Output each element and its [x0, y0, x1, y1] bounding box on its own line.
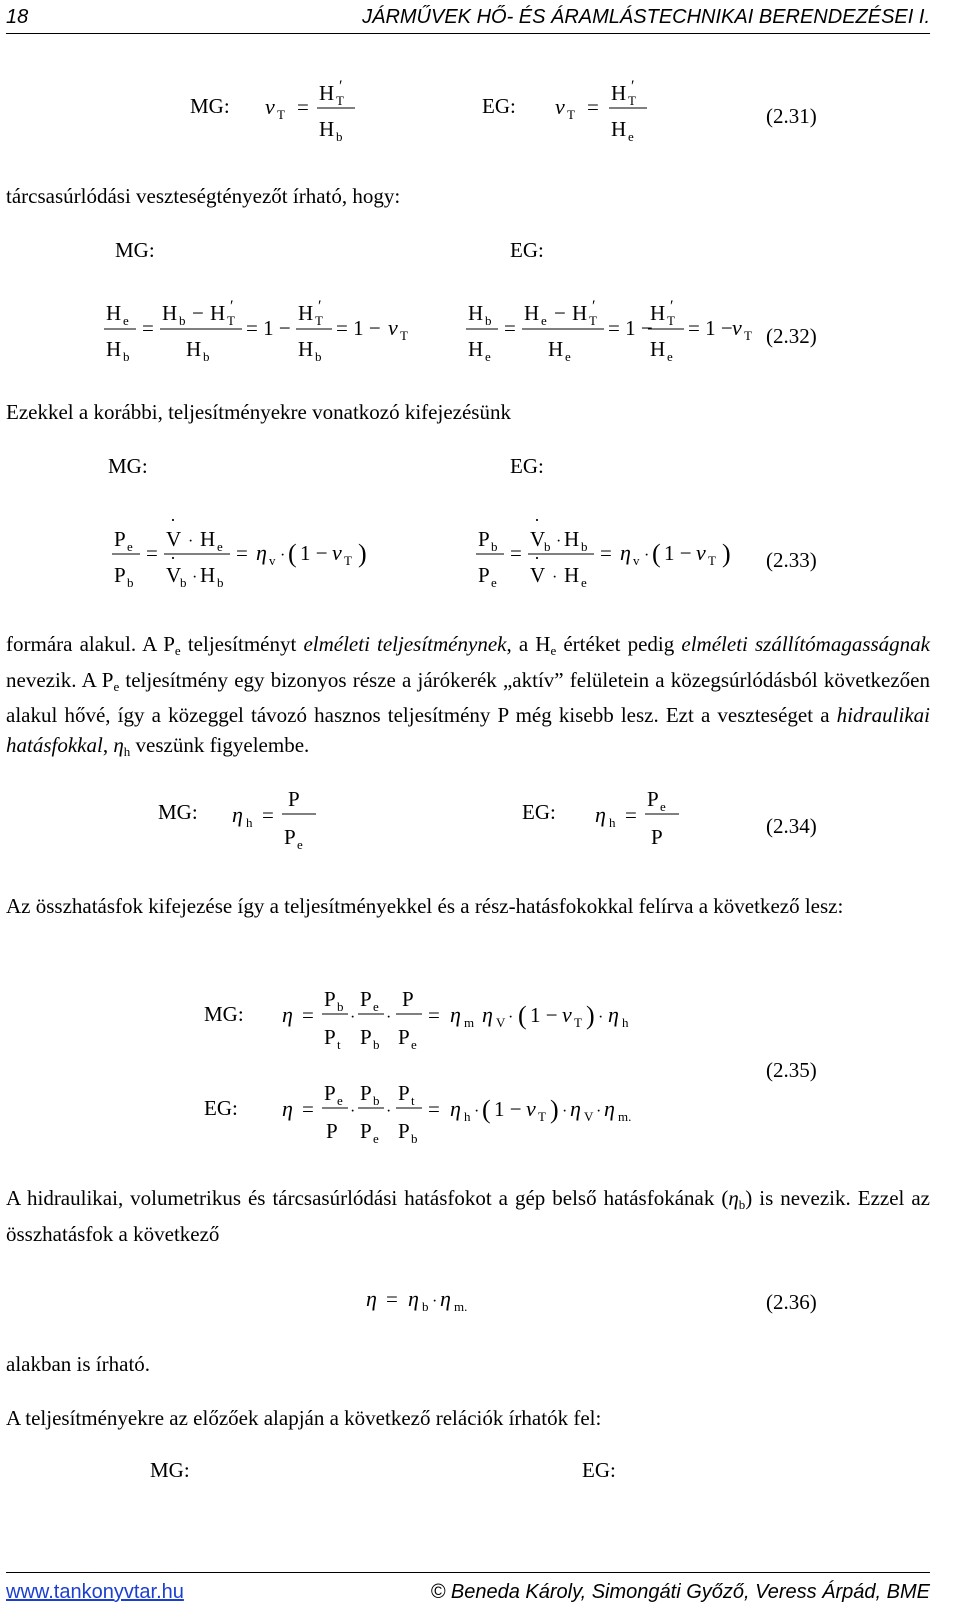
svg-text:η: η — [595, 802, 606, 827]
svg-text:=: = — [236, 541, 248, 565]
svg-text:H: H — [210, 301, 226, 325]
svg-text:H: H — [106, 337, 122, 361]
relations-mg-label: MG: — [150, 1458, 190, 1482]
eq-number: (2.31) — [766, 104, 817, 128]
svg-text:η: η — [256, 540, 267, 565]
svg-text:=: = — [587, 95, 599, 119]
paragraph: Az összhatásfok kifejezése így a teljesítményekkel és a rész-hatásfokokkal felírva a következő lesz: — [6, 894, 844, 918]
svg-text:T: T — [667, 313, 675, 328]
svg-text:η: η — [366, 1286, 377, 1311]
svg-text:H: H — [319, 81, 335, 105]
svg-text:P: P — [651, 825, 663, 849]
eq-2-35-eg-formula — [278, 1076, 658, 1148]
svg-text:P: P — [324, 1081, 336, 1105]
svg-text:P: P — [478, 527, 490, 551]
svg-text:b: b — [485, 313, 492, 328]
svg-text:T: T — [567, 107, 575, 122]
eq-2-32-eg-label: EG: — [510, 238, 544, 262]
svg-text:T: T — [315, 313, 323, 328]
eq-2-31-mg-label: MG: — [190, 94, 230, 118]
svg-text:P: P — [324, 1025, 336, 1049]
svg-text:H: H — [106, 301, 122, 325]
svg-text:·: · — [386, 1009, 392, 1026]
svg-text:b: b — [315, 349, 322, 364]
svg-text:P: P — [360, 1025, 372, 1049]
svg-text:v: v — [269, 553, 276, 568]
eq-2-32-mg-label: MG: — [115, 238, 155, 262]
svg-text:e: e — [485, 349, 491, 364]
svg-text:= 1 −: = 1 − — [688, 316, 733, 340]
svg-text:′: ′ — [592, 298, 596, 315]
svg-text:H: H — [298, 337, 314, 361]
svg-text:): ) — [586, 1001, 595, 1030]
eq-2-33-mg-label: MG: — [108, 454, 148, 478]
svg-text:P: P — [360, 987, 372, 1011]
svg-text:η: η — [450, 1002, 461, 1027]
svg-text:ν: ν — [332, 540, 342, 565]
svg-text:H: H — [611, 81, 627, 105]
svg-text:T: T — [628, 93, 636, 108]
svg-text:V: V — [166, 563, 182, 587]
svg-text:m: m — [464, 1015, 475, 1030]
svg-text:·: · — [170, 512, 176, 530]
svg-text:H: H — [298, 301, 314, 325]
svg-text:=: = — [302, 1003, 314, 1027]
svg-text:H: H — [162, 301, 178, 325]
svg-text:e: e — [541, 313, 547, 328]
svg-text:P: P — [360, 1119, 372, 1143]
paragraph: alakban is írható. — [6, 1352, 151, 1376]
svg-text:·: · — [556, 533, 562, 550]
svg-text:·: · — [280, 547, 286, 564]
svg-text:b: b — [179, 313, 186, 328]
svg-text:T: T — [589, 313, 597, 328]
svg-text:T: T — [574, 1015, 582, 1030]
svg-text:e: e — [337, 1093, 343, 1108]
svg-text:H: H — [200, 527, 216, 551]
eq-2-33-eg-label: EG: — [510, 454, 544, 478]
svg-text:=: = — [428, 1003, 440, 1027]
svg-text:ν: ν — [388, 315, 398, 340]
eq-2-33-eg-formula — [472, 512, 762, 594]
eq-2-34-eg-label: EG: — [522, 800, 556, 824]
svg-text:b: b — [336, 129, 343, 144]
svg-text:h: h — [609, 815, 616, 830]
svg-text:P: P — [478, 563, 490, 587]
svg-text:(: ( — [652, 539, 661, 568]
svg-text:=: = — [600, 541, 612, 565]
footer-copyright: © Beneda Károly, Simongáti Győző, Veress Árpád, BME — [430, 1581, 930, 1603]
svg-text:P: P — [114, 563, 126, 587]
relations-eg-label: EG: — [582, 1458, 616, 1482]
eq-2-35-mg-label: MG: — [204, 1002, 244, 1026]
svg-text:′: ′ — [631, 78, 635, 95]
svg-text:T: T — [708, 553, 716, 568]
svg-text:·: · — [170, 548, 176, 568]
svg-text:P: P — [398, 1081, 410, 1105]
svg-text:−: − — [554, 301, 566, 325]
svg-text:e: e — [217, 539, 223, 554]
svg-text:ν: ν — [265, 94, 275, 119]
svg-text:): ) — [550, 1095, 559, 1124]
eq-2-36-formula — [360, 1278, 520, 1318]
svg-text:η: η — [408, 1286, 419, 1311]
svg-text:·: · — [350, 1009, 356, 1026]
svg-text:(: ( — [288, 539, 297, 568]
footer-link[interactable]: www.tankonyvtar.hu — [6, 1581, 184, 1603]
svg-text:·: · — [508, 1009, 514, 1026]
svg-text:T: T — [344, 553, 352, 568]
paragraph: Ezekkel a korábbi, teljesítményekre vonatkozó kifejezésünk — [6, 400, 511, 424]
eq-number: (2.35) — [766, 1058, 817, 1082]
header-title: JÁRMŰVEK HŐ- ÉS ÁRAMLÁSTECHNIKAI BERENDEZÉSEI I. — [362, 6, 930, 28]
paragraph: A teljesítményekre az előzőek alapján a következő relációk írhatók fel: — [6, 1406, 602, 1430]
svg-text:V: V — [530, 563, 546, 587]
svg-text:=: = — [625, 803, 637, 827]
svg-text:h: h — [622, 1015, 629, 1030]
svg-text:e: e — [297, 837, 303, 852]
svg-text:T: T — [744, 328, 752, 343]
svg-text:b: b — [373, 1037, 380, 1052]
svg-text:·: · — [644, 547, 650, 564]
svg-text:): ) — [358, 539, 367, 568]
svg-text:·: · — [350, 1103, 356, 1120]
svg-text:t: t — [337, 1037, 341, 1052]
eq-2-34-eg-formula — [585, 782, 705, 854]
page-number: 18 — [6, 6, 29, 28]
footer-rule — [6, 1572, 930, 1573]
svg-text:(: ( — [482, 1095, 491, 1124]
svg-text:η: η — [620, 540, 631, 565]
svg-text:V: V — [530, 527, 546, 551]
svg-text:H: H — [611, 117, 627, 141]
svg-text:P: P — [284, 825, 296, 849]
paragraph-theoretical-power: formára alakul. A $P_e$ teljesítményt elméleti teljesítménynek, a $H_e$ értéket pedig elméleti szállítómagasságnak nevezik. A $P_e$ teljesítmény egy bizonyos része a járókerék „aktív” felületein a közegsúrlódásból következően alakul hővé, így a közeggel távozó hasznos teljesítmény P még kisebb lesz. Ezt a veszteséget a hidraulikai hatásfokkal, $\eta_h$ veszünk figyelembe. — [6, 632, 931, 759]
svg-text:b: b — [217, 575, 224, 590]
svg-text:·: · — [188, 533, 194, 550]
svg-text:T: T — [538, 1109, 546, 1124]
svg-text:b: b — [581, 539, 588, 554]
svg-text:m.: m. — [454, 1299, 468, 1314]
svg-text:·: · — [386, 1103, 392, 1120]
svg-text:b: b — [373, 1093, 380, 1108]
svg-text:′: ′ — [339, 78, 343, 95]
svg-text:−: − — [192, 301, 204, 325]
svg-text:=: = — [142, 316, 154, 340]
svg-text:P: P — [398, 1119, 410, 1143]
svg-text:H: H — [468, 301, 484, 325]
svg-text:=: = — [297, 95, 309, 119]
eq-number: (2.34) — [766, 814, 817, 838]
svg-text:m.: m. — [618, 1109, 632, 1124]
svg-text:=: = — [504, 316, 516, 340]
eq-2-32-mg-formula — [100, 296, 420, 366]
svg-text:V: V — [584, 1109, 594, 1124]
svg-text:b: b — [123, 349, 130, 364]
svg-text:e: e — [373, 999, 379, 1014]
svg-text:e: e — [581, 575, 587, 590]
svg-text:): ) — [722, 539, 731, 568]
svg-text:e: e — [667, 349, 673, 364]
svg-text:1 −: 1 − — [300, 541, 328, 565]
svg-text:1 −: 1 − — [530, 1003, 558, 1027]
svg-text:H: H — [650, 301, 666, 325]
svg-text:η: η — [282, 1002, 293, 1027]
svg-text:η: η — [282, 1096, 293, 1121]
svg-text:H: H — [572, 301, 588, 325]
svg-text:t: t — [411, 1093, 415, 1108]
svg-text:·: · — [534, 548, 540, 568]
eq-2-35-mg-formula — [278, 982, 658, 1054]
svg-text:b: b — [180, 575, 187, 590]
svg-text:P: P — [288, 787, 300, 811]
svg-text:·: · — [552, 569, 558, 586]
svg-text:·: · — [598, 1009, 604, 1026]
svg-text:P: P — [114, 527, 126, 551]
svg-text:e: e — [123, 313, 129, 328]
svg-text:b: b — [203, 349, 210, 364]
svg-text:P: P — [324, 987, 336, 1011]
svg-text:b: b — [337, 999, 344, 1014]
svg-text:T: T — [400, 328, 408, 343]
svg-text:ν: ν — [526, 1096, 536, 1121]
svg-text:·: · — [432, 1293, 438, 1310]
svg-text:e: e — [565, 349, 571, 364]
svg-text:e: e — [373, 1131, 379, 1146]
svg-text:V: V — [166, 527, 182, 551]
svg-text:′: ′ — [670, 298, 674, 315]
svg-text:η: η — [570, 1096, 581, 1121]
svg-text:η: η — [604, 1096, 615, 1121]
svg-text:·: · — [562, 1103, 568, 1120]
eq-number: (2.36) — [766, 1290, 817, 1314]
header-rule — [6, 33, 930, 34]
svg-text:η: η — [232, 802, 243, 827]
eq-2-32-eg-formula — [462, 296, 762, 366]
svg-text:·: · — [596, 1103, 602, 1120]
svg-text:e: e — [127, 539, 133, 554]
svg-text:ν: ν — [555, 94, 565, 119]
svg-text:b: b — [544, 539, 551, 554]
svg-text:(: ( — [518, 1001, 527, 1030]
svg-text:P: P — [402, 987, 414, 1011]
svg-text:e: e — [491, 575, 497, 590]
svg-text:′: ′ — [318, 298, 322, 315]
eq-2-34-mg-formula — [222, 782, 342, 854]
svg-text:η: η — [450, 1096, 461, 1121]
svg-text:b: b — [411, 1131, 418, 1146]
svg-text:1 −: 1 − — [494, 1097, 522, 1121]
svg-text:P: P — [398, 1025, 410, 1049]
svg-text:=: = — [146, 541, 158, 565]
svg-text:h: h — [464, 1109, 471, 1124]
svg-text:b: b — [422, 1299, 429, 1314]
svg-text:=: = — [510, 541, 522, 565]
svg-text:ν: ν — [562, 1002, 572, 1027]
svg-text:= 1 −: = 1 − — [246, 316, 291, 340]
svg-text:h: h — [246, 815, 253, 830]
eq-number: (2.32) — [766, 324, 817, 348]
svg-text:=: = — [262, 803, 274, 827]
svg-text:P: P — [647, 787, 659, 811]
svg-text:T: T — [336, 93, 344, 108]
svg-text:H: H — [564, 563, 580, 587]
eq-2-33-mg-formula — [108, 512, 408, 594]
eq-number: (2.33) — [766, 548, 817, 572]
svg-text:e: e — [660, 799, 666, 814]
paragraph: tárcsasúrlódási veszteségtényezőt írható, hogy: — [6, 184, 401, 208]
svg-text:=: = — [386, 1287, 398, 1311]
svg-text:V: V — [496, 1015, 506, 1030]
svg-text:H: H — [468, 337, 484, 361]
eq-2-34-mg-label: MG: — [158, 800, 198, 824]
svg-text:= 1 −: = 1 − — [608, 316, 653, 340]
eq-2-31-eg-label: EG: — [482, 94, 516, 118]
eq-2-31-mg-formula — [255, 78, 375, 148]
svg-text:η: η — [482, 1002, 493, 1027]
svg-text:H: H — [319, 117, 335, 141]
eq-2-31-eg-formula — [545, 78, 665, 148]
svg-text:b: b — [491, 539, 498, 554]
svg-text:H: H — [524, 301, 540, 325]
svg-text:v: v — [633, 553, 640, 568]
svg-text:P: P — [360, 1081, 372, 1105]
svg-text:1 −: 1 − — [664, 541, 692, 565]
svg-text:′: ′ — [230, 298, 234, 315]
svg-text:H: H — [548, 337, 564, 361]
svg-text:e: e — [628, 129, 634, 144]
svg-text:H: H — [200, 563, 216, 587]
svg-text:b: b — [127, 575, 134, 590]
svg-text:H: H — [564, 527, 580, 551]
svg-text:T: T — [277, 107, 285, 122]
paragraph-internal-efficiency: A hidraulikai, volumetrikus és tárcsasúrlódási hatásfokot a gép belső hatásfokának $(\eta_b)$ is nevezik. Ezzel az összhatásfok a következő — [6, 1186, 930, 1246]
svg-text:=: = — [428, 1097, 440, 1121]
svg-text:H: H — [650, 337, 666, 361]
svg-text:ν: ν — [732, 315, 742, 340]
page-footer — [6, 1572, 930, 1604]
svg-text:=: = — [302, 1097, 314, 1121]
svg-text:T: T — [227, 313, 235, 328]
svg-text:·: · — [474, 1103, 480, 1120]
svg-text:η: η — [608, 1002, 619, 1027]
svg-text:·: · — [192, 569, 198, 586]
svg-text:ν: ν — [696, 540, 706, 565]
svg-text:H: H — [186, 337, 202, 361]
svg-text:·: · — [534, 512, 540, 530]
svg-text:e: e — [411, 1037, 417, 1052]
eq-2-35-eg-label: EG: — [204, 1096, 238, 1120]
svg-text:η: η — [440, 1286, 451, 1311]
svg-text:= 1 −: = 1 − — [336, 316, 381, 340]
page-header — [6, 2, 930, 34]
svg-text:P: P — [326, 1119, 338, 1143]
